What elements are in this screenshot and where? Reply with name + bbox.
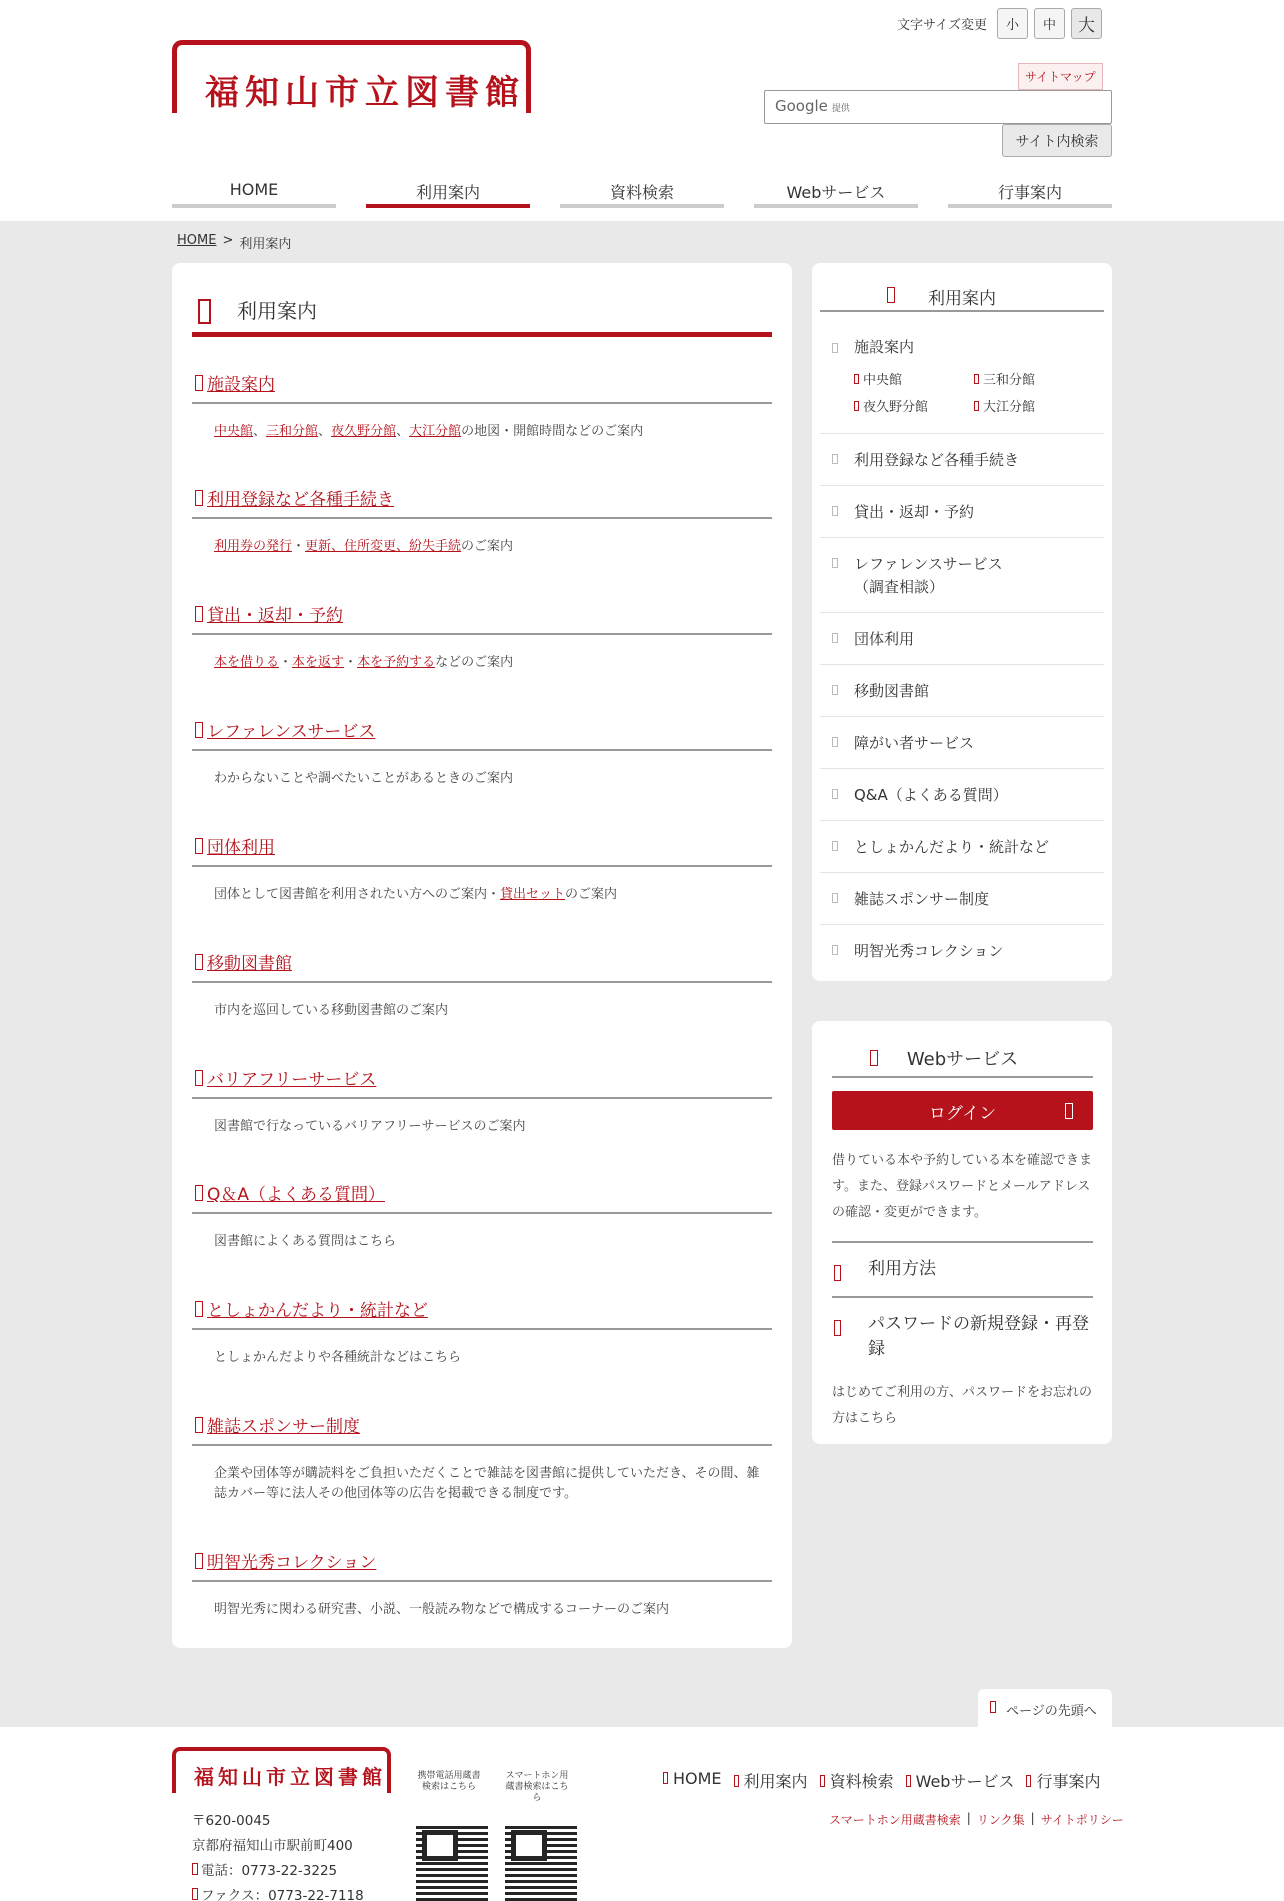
link-reserve[interactable]: 本を予約する [357, 655, 436, 670]
global-nav [172, 172, 1112, 208]
login-button[interactable]: ログイン [832, 1091, 1093, 1130]
footer-nav [663, 1769, 1100, 1792]
link-return[interactable]: 本を返す [292, 655, 345, 670]
link-yakuno[interactable]: 夜久野分館 [331, 424, 397, 439]
section-akechi-collection [192, 1548, 772, 1620]
logo-text: 福知山市立図書館 [205, 73, 525, 113]
section-desc [192, 653, 772, 673]
section-title-link[interactable]: 団体利用 [192, 833, 772, 867]
fax-text: ファクス：0773-22-7118 [201, 1888, 364, 1901]
side-item-disability-service[interactable]: 障がい者サービス [820, 717, 1104, 769]
section-group-use [192, 833, 772, 905]
side-item-newsletter[interactable]: としょかんだより・統計など [820, 821, 1104, 873]
breadcrumb-separator: > [222, 233, 234, 248]
section-desc: 明智光秀に関わる研究書、小説、一般読み物などで構成するコーナーのご案内 [214, 1602, 670, 1617]
footer-links [829, 1811, 1124, 1828]
section-title-link[interactable]: 移動図書館 [192, 949, 772, 983]
link-sanwa[interactable]: 三和分館 [266, 424, 319, 439]
site-search-button[interactable]: サイト内検索 [1002, 124, 1112, 157]
section-title-link[interactable]: 雑誌スポンサー制度 [192, 1412, 772, 1446]
footer-link-separator: | [966, 1811, 971, 1825]
side-item-group-use[interactable]: 団体利用 [820, 613, 1104, 665]
howto-link[interactable]: 利用方法 [832, 1241, 1093, 1296]
footer-link-separator: | [1030, 1811, 1035, 1825]
phone-number [192, 1859, 364, 1884]
qr-mobile-label: 携帯電話用蔵書検索はこちら [417, 1771, 481, 1792]
sep: 、 [253, 424, 267, 439]
nav-item-web-service[interactable]: Webサービス [754, 172, 918, 208]
phone-text: 電話：0773-22-3225 [201, 1863, 338, 1879]
side-item-lending[interactable]: 貸出・返却・予約 [820, 486, 1104, 538]
search-placeholder: Google [775, 97, 828, 115]
side-sub-oe[interactable]: 大江分館 [974, 396, 1094, 415]
section-desc [192, 422, 772, 442]
search-input[interactable] [764, 90, 1112, 124]
qr-mobile-code [416, 1824, 488, 1901]
font-size-large-button[interactable]: 大 [1071, 8, 1102, 39]
link-card-update[interactable]: 更新、住所変更、紛失手続 [305, 539, 462, 554]
section-desc: 市内を巡回している移動図書館のご案内 [214, 1003, 449, 1018]
section-registration [192, 485, 772, 557]
font-size-medium-button[interactable]: 中 [1034, 8, 1065, 39]
page-title: 利用案内 [192, 287, 772, 337]
link-borrow[interactable]: 本を借りる [214, 655, 280, 670]
footer-link-links[interactable]: リンク集 [976, 1813, 1025, 1827]
font-size-label: 文字サイズ変更 [897, 18, 987, 33]
nav-item-events[interactable]: 行事案内 [948, 172, 1112, 208]
postal-code: 〒620-0045 [192, 1813, 271, 1829]
desc-lead: 団体として図書館を利用されたい方へのご案内・ [214, 887, 501, 902]
sep: ・ [292, 539, 306, 554]
register-description: はじめてご利用の方、パスワードをお忘れの方はこちら [832, 1385, 1093, 1426]
section-lending [192, 601, 772, 673]
sep: 、 [318, 424, 332, 439]
footer-nav-events[interactable]: 行事案内 [1026, 1769, 1100, 1792]
breadcrumb-home-link[interactable]: HOME [177, 233, 217, 248]
footer-link-smartphone-search[interactable]: スマートホン用蔵書検索 [829, 1813, 961, 1827]
section-title-link[interactable]: 明智光秀コレクション [192, 1548, 772, 1582]
side-item-registration[interactable]: 利用登録など各種手続き [820, 434, 1104, 486]
desc-tail: の地図・開館時間などのご案内 [461, 424, 644, 439]
section-desc: 企業や団体等が購読料をご負担いただくことで雑誌を図書館に提供していただき、その間、雑誌カバー等に法人その他団体等の広告を掲載できる制度です。 [214, 1466, 760, 1501]
side-item-magazine-sponsor[interactable]: 雑誌スポンサー制度 [820, 873, 1104, 925]
section-title-link[interactable]: 貸出・返却・予約 [192, 601, 772, 635]
fax-number [192, 1884, 364, 1901]
section-mobile-library [192, 949, 772, 1021]
section-title-link[interactable]: 利用登録など各種手続き [192, 485, 772, 519]
side-sub-sanwa[interactable]: 三和分館 [974, 369, 1094, 388]
search-provider-note: 提供 [831, 104, 850, 114]
side-item-label-2: （調査相談） [854, 578, 945, 596]
sitemap-label: サイトマップ [1025, 70, 1096, 84]
section-title-link[interactable]: Q＆A（よくある質問） [192, 1180, 772, 1214]
side-guide-menu [812, 263, 1112, 981]
nav-item-home[interactable]: HOME [172, 172, 336, 208]
desc-tail: のご案内 [565, 887, 618, 902]
side-item-facilities[interactable] [820, 323, 1104, 434]
side-sub-central[interactable]: 中央館 [854, 369, 974, 388]
desc-tail: のご案内 [461, 539, 514, 554]
footer-logo-text: 福知山市立図書館 [194, 1765, 386, 1789]
breadcrumb-current: 利用案内 [239, 237, 292, 252]
footer-nav-home[interactable]: HOME [663, 1769, 722, 1792]
sep: 、 [396, 424, 410, 439]
site-logo[interactable] [172, 40, 531, 113]
main-content [172, 263, 792, 1648]
section-desc: 図書館によくある質問はこちら [214, 1234, 397, 1249]
link-oe[interactable]: 大江分館 [409, 424, 462, 439]
section-faq [192, 1180, 772, 1252]
nav-item-guide[interactable]: 利用案内 [366, 172, 530, 208]
site-footer [0, 1727, 1284, 1901]
link-lending-set[interactable]: 貸出セット [500, 887, 566, 902]
side-item-reference[interactable] [820, 538, 1104, 613]
section-facilities [192, 370, 772, 442]
side-sub-yakuno[interactable]: 夜久野分館 [854, 396, 974, 415]
desc-tail: などのご案内 [435, 655, 514, 670]
side-menu-title: 利用案内 [820, 273, 1104, 312]
footer-address [192, 1809, 364, 1901]
web-service-title: Webサービス [832, 1039, 1093, 1078]
side-web-service [812, 1021, 1112, 1444]
page-top-link[interactable]: ページの先頭へ [978, 1689, 1112, 1727]
sitemap-button[interactable] [1018, 63, 1103, 90]
link-card-issue[interactable]: 利用券の発行 [214, 539, 293, 554]
font-size-small-button[interactable]: 小 [997, 8, 1028, 39]
sep: ・ [344, 655, 358, 670]
side-item-akechi-collection[interactable]: 明智光秀コレクション [820, 925, 1104, 977]
password-register-link[interactable]: パスワードの新規登録・再登録 [832, 1296, 1093, 1380]
section-title-link[interactable]: 施設案内 [192, 370, 772, 404]
section-barrier-free [192, 1065, 772, 1137]
section-magazine-sponsor [192, 1412, 772, 1504]
login-description: 借りている本や予約している本を確認できます。また、登録パスワードとメールアドレスの確認・変更ができます。 [832, 1153, 1093, 1220]
qr-smartphone-code [505, 1824, 577, 1901]
section-desc [192, 885, 772, 905]
side-item-label: レファレンスサービス [854, 555, 1003, 573]
section-desc: わからないことや調べたいことがあるときのご案内 [214, 771, 514, 786]
sep: ・ [279, 655, 293, 670]
footer-nav-web-service[interactable]: Webサービス [906, 1769, 1015, 1792]
side-item-faq[interactable]: Q&A（よくある質問） [820, 769, 1104, 821]
section-reference [192, 717, 772, 789]
font-size-switcher [897, 8, 1102, 39]
side-sub-list [854, 369, 1104, 415]
footer-nav-search[interactable]: 資料検索 [820, 1769, 894, 1792]
section-desc: としょかんだよりや各種統計などはこちら [214, 1350, 462, 1365]
section-desc [192, 537, 772, 557]
qr-smartphone-label: スマートホン用蔵書検索はこちら [505, 1771, 569, 1803]
address-text: 京都府福知山市駅前町400 [192, 1838, 353, 1854]
site-header [0, 0, 1284, 221]
side-item-mobile-library[interactable]: 移動図書館 [820, 665, 1104, 717]
link-central[interactable]: 中央館 [214, 424, 254, 439]
section-title-link[interactable]: レファレンスサービス [192, 717, 772, 751]
footer-logo[interactable] [172, 1747, 391, 1793]
breadcrumb [177, 233, 291, 252]
nav-item-search[interactable]: 資料検索 [560, 172, 724, 208]
section-title-link[interactable]: としょかんだより・統計など [192, 1296, 772, 1330]
side-item-label: 施設案内 [854, 338, 915, 356]
section-newsletter [192, 1296, 772, 1368]
footer-nav-guide[interactable]: 利用案内 [734, 1769, 808, 1792]
footer-link-site-policy[interactable]: サイトポリシー [1040, 1813, 1124, 1827]
section-desc: 図書館で行なっているバリアフリーサービスのご案内 [214, 1119, 526, 1134]
section-title-link[interactable]: バリアフリーサービス [192, 1065, 772, 1099]
